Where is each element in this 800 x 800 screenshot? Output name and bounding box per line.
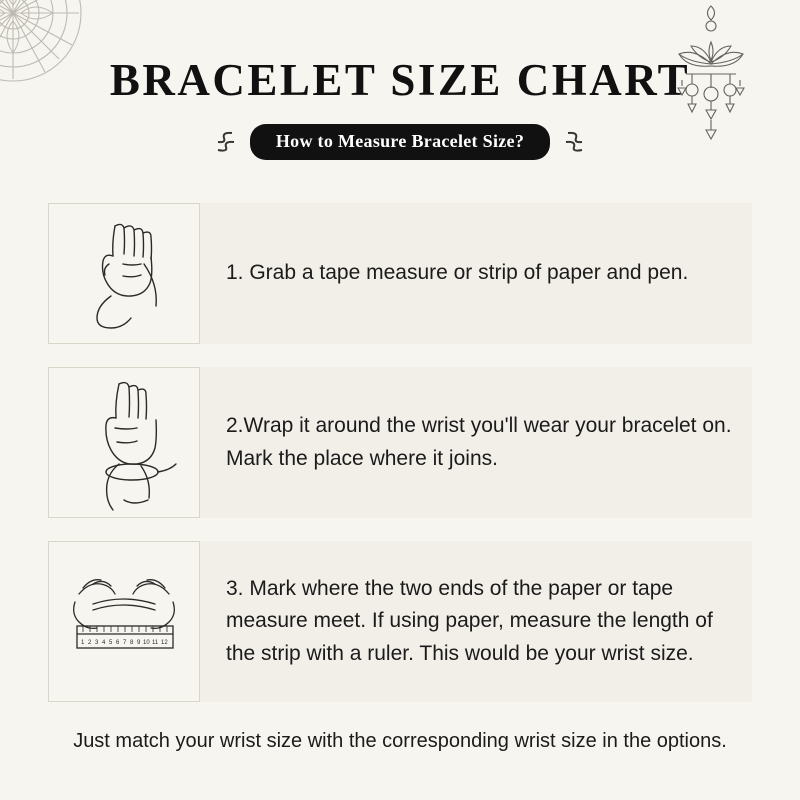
svg-text:4: 4 bbox=[102, 639, 106, 646]
svg-text:8: 8 bbox=[130, 639, 134, 646]
list-item bbox=[48, 367, 752, 518]
svg-text:3: 3 bbox=[95, 639, 99, 646]
flourish-icon bbox=[212, 129, 238, 155]
flourish-icon bbox=[562, 129, 588, 155]
subtitle-row bbox=[0, 124, 800, 160]
step-text: 3. Mark where the two ends of the paper or tape measure meet. If using paper, measure the length of the strip with a ruler. This would be your wrist size. bbox=[226, 576, 713, 665]
svg-text:5: 5 bbox=[109, 639, 113, 646]
svg-text:9: 9 bbox=[137, 639, 141, 646]
step-text: 2.Wrap it around the wrist you'll wear your bracelet on. Mark the place where it joins. bbox=[226, 413, 732, 470]
svg-text:7: 7 bbox=[123, 639, 127, 646]
svg-text:6: 6 bbox=[116, 639, 120, 646]
subtitle-pill: How to Measure Bracelet Size? bbox=[250, 124, 550, 160]
hand-fist-with-tape-icon bbox=[48, 203, 200, 344]
svg-text:2: 2 bbox=[88, 639, 92, 646]
svg-text:11: 11 bbox=[152, 639, 159, 646]
footer-note: Just match your wrist size with the corresponding wrist size in the options. bbox=[73, 730, 727, 752]
list-item bbox=[48, 541, 752, 702]
list-item bbox=[48, 203, 752, 344]
hands-measuring-strip-with-ruler-icon bbox=[48, 541, 200, 702]
hand-wrapping-tape-around-wrist-icon bbox=[48, 367, 200, 518]
svg-text:12: 12 bbox=[161, 639, 168, 646]
steps-list bbox=[48, 203, 752, 725]
svg-text:10: 10 bbox=[143, 639, 150, 646]
step-text: 1. Grab a tape measure or strip of paper and pen. bbox=[226, 261, 689, 285]
svg-text:1: 1 bbox=[81, 639, 85, 646]
page-title: BRACELET SIZE CHART bbox=[109, 55, 691, 105]
